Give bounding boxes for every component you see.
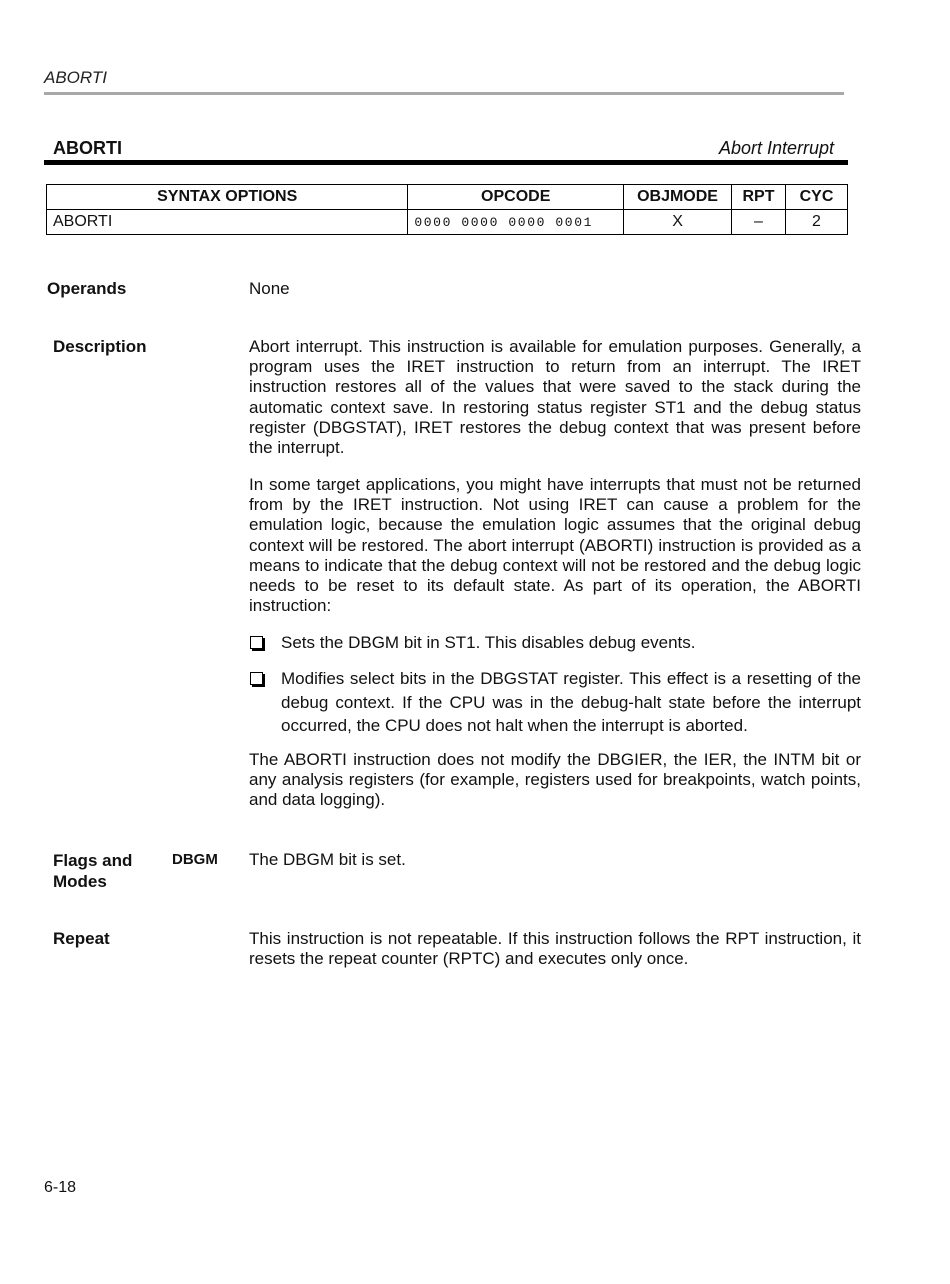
description-paragraph-2: In some target applications, you might have interrupts that must not be returned from by the IRET instruction. Not using IRET can cause a problem for the emulation logic, because the emulation logic assumes that the original debug context will be restored. The abort interrupt (ABORTI) instruction is provided as a means to indicate that the debug context will not be restored and the debug logic needs to be reset to its default state. As part of its operation, the ABORTI instruction: xyxy=(249,475,861,616)
title-divider xyxy=(44,160,848,165)
table-header-cell: SYNTAX OPTIONS xyxy=(47,185,408,210)
table-header-cell: RPT xyxy=(732,185,786,210)
description-paragraph xyxy=(249,750,861,811)
flags-text: The DBGM bit is set. xyxy=(249,850,406,869)
repeat-label: Repeat xyxy=(53,929,110,948)
opcode-cell: 0000 0000 0000 0001 xyxy=(408,210,624,235)
operands-label: Operands xyxy=(47,279,127,298)
flags-label-line-2: Modes xyxy=(53,872,107,891)
table-header-cell: OBJMODE xyxy=(624,185,732,210)
flags-label-line-1: Flags and xyxy=(53,851,133,870)
table-header-cell: OPCODE xyxy=(408,185,624,210)
description-paragraph-3: The ABORTI instruction does not modify the DBGIER, the IER, the INTM bit or any analysis registers (for example, registers used for breakpoints, watch points, and data logging). xyxy=(249,750,861,810)
header-divider xyxy=(44,92,844,95)
objmode-cell: X xyxy=(624,210,732,235)
cyc-cell: 2 xyxy=(785,210,847,235)
list-item xyxy=(249,631,861,655)
syntax-cell: ABORTI xyxy=(47,210,408,235)
rpt-cell: – xyxy=(732,210,786,235)
running-head: ABORTI xyxy=(44,68,107,87)
flags-label xyxy=(53,850,132,892)
bullet-text: Sets the DBGM bit in ST1. This disables debug events. xyxy=(281,633,696,652)
checkbox-bullet-icon xyxy=(250,636,263,649)
table-header-cell: CYC xyxy=(785,185,847,210)
flag-name: DBGM xyxy=(172,851,218,868)
table-header-row xyxy=(47,185,848,210)
page-number: 6-18 xyxy=(44,1179,77,1196)
description-label: Description xyxy=(53,337,147,356)
bullet-text: Modifies select bits in the DBGSTAT register. This effect is a resetting of the debug context. If the CPU was in the debug-halt state before the interrupt occurred, the CPU does not halt when the interrupt is aborted. xyxy=(281,669,861,735)
syntax-table xyxy=(46,184,848,235)
instruction-name: ABORTI xyxy=(53,138,122,158)
list-item xyxy=(249,667,861,738)
operands-text: None xyxy=(249,279,290,298)
table-row xyxy=(47,210,848,235)
description-paragraph xyxy=(249,475,861,616)
checkbox-bullet-icon xyxy=(250,672,263,685)
description-paragraph xyxy=(249,337,861,458)
description-paragraph-1: Abort interrupt. This instruction is available for emulation purposes. Generally, a program uses the IRET instruction to return from an interrupt. The IRET instruction restores all of the values that were saved to the stack during the automatic context save. In restoring status register ST1 and the debug status register (DBGSTAT), IRET restores the debug context that was present before the interrupt. xyxy=(249,337,861,458)
repeat-text: This instruction is not repeatable. If this instruction follows the RPT instruction, it resets the repeat counter (RPTC) and executes only once. xyxy=(249,929,861,969)
instruction-description: Abort Interrupt xyxy=(718,138,834,158)
